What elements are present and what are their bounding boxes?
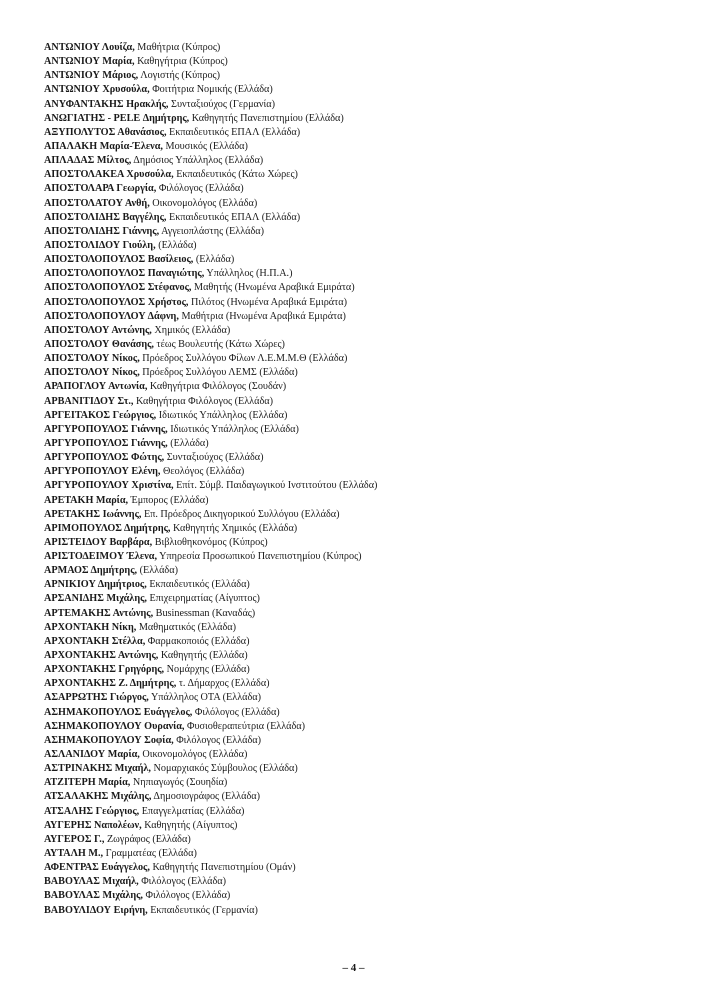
person-description: Έμπορος (Ελλάδα) bbox=[130, 494, 209, 506]
person-description: Πρόεδρος Συλλόγου ΛΕΜΣ (Ελλάδα) bbox=[142, 367, 298, 379]
list-item bbox=[44, 281, 684, 295]
person-name: ΑΠΟΣΤΟΛΟΥ Νίκος, bbox=[44, 353, 140, 365]
person-description: Νομάρχης (Ελλάδα) bbox=[166, 664, 250, 676]
person-description: Οικονομολόγος (Ελλάδα) bbox=[142, 749, 248, 761]
list-item bbox=[44, 55, 684, 69]
person-description: Μουσικός (Ελλάδα) bbox=[165, 140, 248, 152]
person-name: ΑΡΕΤΑΚΗ Μαρία, bbox=[44, 494, 129, 506]
person-name: ΒΑΒΟΥΛΑΣ Μιχάλης, bbox=[44, 890, 143, 902]
list-item bbox=[44, 805, 684, 819]
person-description: Μαθηματικός (Ελλάδα) bbox=[138, 621, 237, 633]
person-description: Businessman (Καναδάς) bbox=[155, 607, 256, 619]
person-name: ΒΑΒΟΥΛΑΣ Μιχαήλ, bbox=[44, 876, 139, 888]
person-description: Ιδιωτικός Υπάλληλος (Ελλάδα) bbox=[158, 409, 288, 421]
person-name: ΑΡΧΟΝΤΑΚΗΣ Γρηγόρης, bbox=[44, 664, 165, 676]
list-item bbox=[44, 168, 684, 182]
person-description: Δημόσιος Υπάλληλος (Ελλάδα) bbox=[133, 155, 264, 167]
person-description: Πρόεδρος Συλλόγου Φίλων Λ.Ε.Μ.Μ.Θ (Ελλάδα) bbox=[142, 353, 348, 365]
person-description: Συνταξιούχος (Γερμανία) bbox=[171, 98, 275, 110]
list-item bbox=[44, 69, 684, 83]
person-description: Εκπαιδευτικός (Ελλάδα) bbox=[149, 579, 250, 591]
person-description: Φαρμακοποιός (Ελλάδα) bbox=[147, 635, 250, 647]
person-description: Οικονομολόγος (Ελλάδα) bbox=[152, 197, 258, 209]
person-name: ΑΡΓΥΡΟΠΟΥΛΟΥ Ελένη, bbox=[44, 466, 161, 478]
list-item bbox=[44, 720, 684, 734]
person-description: τέως Βουλευτής (Κάτω Χώρες) bbox=[156, 338, 285, 350]
list-item bbox=[44, 239, 684, 253]
list-item bbox=[44, 649, 684, 663]
person-description: Πιλότος (Ηνωμένα Αραβικά Εμιράτα) bbox=[191, 296, 347, 308]
person-name: ΑΝΥΦΑΝΤΑΚΗΣ Ηρακλής, bbox=[44, 98, 169, 110]
person-description: Φιλόλογος (Ελλάδα) bbox=[145, 890, 231, 902]
person-name: ΑΡΙΣΤΕΙΔΟΥ Βαρβάρα, bbox=[44, 536, 153, 548]
person-description: Νηπιαγωγός (Σουηδία) bbox=[132, 777, 228, 789]
person-description: Φιλόλογος (Ελλάδα) bbox=[141, 876, 227, 888]
person-name: ΑΠΛΑΔΑΣ Μίλτος, bbox=[44, 155, 132, 167]
list-item bbox=[44, 833, 684, 847]
person-name: ΑΣΗΜΑΚΟΠΟΥΛΟΥ Ουρανία, bbox=[44, 720, 185, 732]
person-name: ΑΣΗΜΑΚΟΠΟΥΛΟΣ Ευάγγελος, bbox=[44, 706, 193, 718]
list-item bbox=[44, 550, 684, 564]
person-description: Δημοσιογράφος (Ελλάδα) bbox=[153, 791, 260, 803]
list-item bbox=[44, 536, 684, 550]
person-description: Καθηγητής Πανεπιστημίου (Ομάν) bbox=[152, 862, 296, 874]
person-name: ΑΤΣΑΛΑΚΗΣ Μιχάλης, bbox=[44, 791, 152, 803]
person-name: ΑΥΤΑΛΗ Μ., bbox=[44, 848, 104, 860]
person-name: ΑΠΑΛΑΚΗ Μαρία-Έλενα, bbox=[44, 140, 163, 152]
list-item bbox=[44, 592, 684, 606]
list-item bbox=[44, 621, 684, 635]
list-item bbox=[44, 734, 684, 748]
person-description: Μαθήτρια (Ηνωμένα Αραβικά Εμιράτα) bbox=[181, 310, 346, 322]
list-item bbox=[44, 861, 684, 875]
person-description: Εκπαιδευτικός ΕΠΑΛ (Ελλάδα) bbox=[169, 211, 301, 223]
list-item bbox=[44, 182, 684, 196]
person-description: Καθηγητής (Αίγυπτος) bbox=[144, 819, 238, 831]
person-description: (Ελλάδα) bbox=[158, 239, 197, 251]
person-name: ΑΠΟΣΤΟΛΙΔΟΥ Γιούλη, bbox=[44, 239, 156, 251]
list-item bbox=[44, 296, 684, 310]
list-item bbox=[44, 790, 684, 804]
person-name: ΑΠΟΣΤΟΛΟΠΟΥΛΟΣ Στέφανος, bbox=[44, 282, 192, 294]
person-description: Θεολόγος (Ελλάδα) bbox=[163, 466, 245, 478]
list-item bbox=[44, 677, 684, 691]
person-name: ΑΠΟΣΤΟΛΑΚΕΑ Χρυσούλα, bbox=[44, 169, 174, 181]
person-description: Φιλόλογος (Ελλάδα) bbox=[158, 183, 244, 195]
list-item bbox=[44, 904, 684, 918]
person-name: ΑΡΕΤΑΚΗΣ Ιωάννης, bbox=[44, 508, 142, 520]
person-description: Γραμματέας (Ελλάδα) bbox=[105, 848, 197, 860]
list-item bbox=[44, 635, 684, 649]
person-name: ΑΡΧΟΝΤΑΚΗ Στέλλα, bbox=[44, 635, 146, 647]
list-item bbox=[44, 324, 684, 338]
list-item bbox=[44, 352, 684, 366]
person-name: ΑΠΟΣΤΟΛΙΔΗΣ Βαγγέλης, bbox=[44, 211, 167, 223]
list-item bbox=[44, 409, 684, 423]
list-item bbox=[44, 253, 684, 267]
person-description: Βιβλιοθηκονόμος (Κύπρος) bbox=[154, 536, 268, 548]
person-name: ΑΠΟΣΤΟΛΙΔΗΣ Γιάννης, bbox=[44, 225, 160, 237]
person-description: Αγγειοπλάστης (Ελλάδα) bbox=[161, 225, 265, 237]
person-name: ΑΡΧΟΝΤΑΚΗΣ Ζ. Δημήτρης, bbox=[44, 678, 177, 690]
list-item bbox=[44, 380, 684, 394]
person-name: ΑΝΤΩΝΙΟΥ Χρυσούλα, bbox=[44, 84, 150, 96]
list-item bbox=[44, 494, 684, 508]
person-description: (Ελλάδα) bbox=[195, 254, 235, 266]
person-description: Συνταξιούχος (Ελλάδα) bbox=[166, 452, 264, 464]
person-name: ΑΠΟΣΤΟΛΟΥ Θανάσης, bbox=[44, 338, 154, 350]
list-item bbox=[44, 310, 684, 324]
person-name: ΑΤΖΙΤΕΡΗ Μαρία, bbox=[44, 777, 131, 789]
list-item bbox=[44, 112, 684, 126]
person-name: ΑΤΣΑΛΗΣ Γεώργιος, bbox=[44, 805, 140, 817]
person-name: ΑΡΧΟΝΤΑΚΗ Νίκη, bbox=[44, 621, 137, 633]
person-name: ΑΡΓΥΡΟΠΟΥΛΟΥ Χριστίνα, bbox=[44, 480, 174, 492]
list-item bbox=[44, 98, 684, 112]
list-item bbox=[44, 776, 684, 790]
list-item bbox=[44, 748, 684, 762]
person-name: ΑΝΤΩΝΙΟΥ Μάριος, bbox=[44, 70, 139, 82]
person-description: τ. Δήμαρχος (Ελλάδα) bbox=[178, 678, 270, 690]
list-item bbox=[44, 338, 684, 352]
person-name: ΑΝΩΓΙΑΤΗΣ - PELE Δημήτρης, bbox=[44, 112, 190, 124]
list-item bbox=[44, 225, 684, 239]
person-name: ΑΠΟΣΤΟΛΑΤΟΥ Ανθή, bbox=[44, 197, 150, 209]
person-description: Υπάλληλος (Η.Π.Α.) bbox=[206, 268, 293, 280]
person-description: Εκπαιδευτικός (Γερμανία) bbox=[150, 904, 258, 916]
list-item bbox=[44, 762, 684, 776]
list-item bbox=[44, 267, 684, 281]
page-number: – 4 – bbox=[342, 962, 365, 974]
list-item bbox=[44, 819, 684, 833]
list-item bbox=[44, 607, 684, 621]
person-description: Καθηγήτρια Φιλόλογος (Σουδάν) bbox=[149, 381, 287, 393]
list-item bbox=[44, 889, 684, 903]
person-description: (Ελλάδα) bbox=[170, 437, 209, 449]
person-description: Φιλόλογος (Ελλάδα) bbox=[194, 706, 280, 718]
person-name: ΒΑΒΟΥΛΙΔΟΥ Ειρήνη, bbox=[44, 904, 148, 916]
person-description: Φυσιοθεραπεύτρια (Ελλάδα) bbox=[187, 720, 306, 732]
person-description: (Ελλάδα) bbox=[139, 565, 178, 577]
person-name: ΑΡΜΑΟΣ Δημήτρης, bbox=[44, 565, 138, 577]
person-description: Ιδιωτικός Υπάλληλος (Ελλάδα) bbox=[170, 423, 299, 435]
person-name: ΑΣΗΜΑΚΟΠΟΥΛΟΥ Σοφία, bbox=[44, 734, 174, 746]
person-name: ΑΡΓΕΙΤΑΚΟΣ Γεώργιος, bbox=[44, 409, 157, 421]
person-name: ΑΠΟΣΤΟΛΑΡΑ Γεωργία, bbox=[44, 183, 157, 195]
list-item bbox=[44, 197, 684, 211]
person-name: ΑΥΓΕΡΗΣ Ναπολέων, bbox=[44, 819, 142, 831]
person-description: Επιχειρηματίας (Αίγυπτος) bbox=[149, 593, 260, 605]
list-item bbox=[44, 83, 684, 97]
person-name: ΑΡΙΣΤΟΔΕΙΜΟΥ Έλενα, bbox=[44, 551, 157, 563]
person-description: Καθηγητής Πανεπιστημίου (Ελλάδα) bbox=[191, 112, 344, 124]
person-name: ΑΦΕΝΤΡΑΣ Ευάγγελος, bbox=[44, 862, 150, 874]
person-description: Εκπαιδευτικός ΕΠΑΛ (Ελλάδα) bbox=[169, 126, 301, 138]
list-item bbox=[44, 211, 684, 225]
person-name: ΑΡΧΟΝΤΑΚΗΣ Αντώνης, bbox=[44, 650, 159, 662]
list-item bbox=[44, 578, 684, 592]
person-description: Επίτ. Σύμβ. Παιδαγωγικού Ινστιτούτου (Ελλάδα) bbox=[176, 480, 378, 492]
person-name: ΑΠΟΣΤΟΛΟΠΟΥΛΟΣ Παναγιώτης, bbox=[44, 268, 205, 280]
list-item bbox=[44, 847, 684, 861]
list-item bbox=[44, 479, 684, 493]
list-item bbox=[44, 508, 684, 522]
list-item bbox=[44, 366, 684, 380]
person-name: ΑΡΤΕΜΑΚΗΣ Αντώνης, bbox=[44, 607, 154, 619]
person-description: Επαγγελματίας (Ελλάδα) bbox=[141, 805, 245, 817]
list-item bbox=[44, 451, 684, 465]
person-description: Εκπαιδευτικός (Κάτω Χώρες) bbox=[176, 169, 298, 181]
person-name: ΑΣΑΡΡΩΤΗΣ Γιώργος, bbox=[44, 692, 149, 704]
person-description: Μαθητής (Ηνωμένα Αραβικά Εμιράτα) bbox=[194, 282, 355, 294]
person-name: ΑΡΑΠΟΓΛΟΥ Αντωνία, bbox=[44, 381, 148, 393]
person-name: ΑΡΙΜΟΠΟΥΛΟΣ Δημήτρης, bbox=[44, 522, 171, 534]
list-item bbox=[44, 126, 684, 140]
person-description: Μαθήτρια (Κύπρος) bbox=[137, 42, 221, 53]
person-name: ΑΡΒΑΝΙΤΙΔΟΥ Στ., bbox=[44, 395, 134, 407]
list-item bbox=[44, 437, 684, 451]
person-description: Νομαρχιακός Σύμβουλος (Ελλάδα) bbox=[153, 763, 298, 775]
list-item bbox=[44, 691, 684, 705]
list-item bbox=[44, 395, 684, 409]
person-name: ΑΡΝΙΚΙΟΥ Δημήτριος, bbox=[44, 579, 147, 591]
person-name: ΑΡΓΥΡΟΠΟΥΛΟΣ Γιάννης, bbox=[44, 437, 168, 449]
list-item bbox=[44, 522, 684, 536]
list-item bbox=[44, 564, 684, 578]
list-item bbox=[44, 423, 684, 437]
person-name: ΑΝΤΩΝΙΟΥ Λουίζα, bbox=[44, 42, 135, 53]
list-item bbox=[44, 663, 684, 677]
name-list bbox=[44, 41, 684, 918]
list-item bbox=[44, 875, 684, 889]
person-description: Καθηγήτρια (Κύπρος) bbox=[137, 56, 228, 68]
person-name: ΑΡΣΑΝΙΔΗΣ Μιχάλης, bbox=[44, 593, 147, 605]
list-item bbox=[44, 154, 684, 168]
person-description: Ζωγράφος (Ελλάδα) bbox=[106, 833, 191, 845]
list-item bbox=[44, 706, 684, 720]
person-name: ΑΡΓΥΡΟΠΟΥΛΟΣ Γιάννης, bbox=[44, 423, 168, 435]
person-name: ΑΠΟΣΤΟΛΟΠΟΥΛΟΣ Βασίλειος, bbox=[44, 254, 194, 266]
person-name: ΑΥΓΕΡΟΣ Γ., bbox=[44, 833, 105, 845]
person-name: ΑΣΤΡΙΝΑΚΗΣ Μιχαήλ, bbox=[44, 763, 151, 775]
person-description: Καθηγητής (Ελλάδα) bbox=[160, 650, 248, 662]
person-description: Επ. Πρόεδρος Δικηγορικού Συλλόγου (Ελλάδα) bbox=[143, 508, 340, 520]
person-description: Φοιτήτρια Νομικής (Ελλάδα) bbox=[152, 84, 273, 96]
person-name: ΑΞΥΠΟΛΥΤΟΣ Αθανάσιος, bbox=[44, 126, 167, 138]
person-description: Υπηρεσία Προσωπικού Πανεπιστημίου (Κύπρος) bbox=[159, 551, 362, 563]
list-item bbox=[44, 465, 684, 479]
person-description: Καθηγήτρια Φιλόλογος (Ελλάδα) bbox=[136, 395, 273, 407]
person-description: Χημικός (Ελλάδα) bbox=[154, 324, 231, 336]
person-name: ΑΠΟΣΤΟΛΟΥ Αντώνης, bbox=[44, 324, 152, 336]
person-description: Καθηγητής Χημικός (Ελλάδα) bbox=[173, 522, 298, 534]
person-description: Λογιστής (Κύπρος) bbox=[140, 70, 220, 82]
list-item bbox=[44, 41, 684, 55]
person-description: Υπάλληλος ΟΤΑ (Ελλάδα) bbox=[150, 692, 262, 704]
person-name: ΑΠΟΣΤΟΛΟΠΟΥΛΟΥ Δάφνη, bbox=[44, 310, 179, 322]
person-name: ΑΠΟΣΤΟΛΟΥ Νίκος, bbox=[44, 367, 140, 379]
person-name: ΑΡΓΥΡΟΠΟΥΛΟΣ Φώτης, bbox=[44, 452, 165, 464]
list-item bbox=[44, 140, 684, 154]
person-name: ΑΣΛΑΝΙΔΟΥ Μαρία, bbox=[44, 749, 140, 761]
person-description: Φιλόλογος (Ελλάδα) bbox=[176, 734, 262, 746]
person-name: ΑΝΤΩΝΙΟΥ Μαρία, bbox=[44, 56, 135, 68]
person-name: ΑΠΟΣΤΟΛΟΠΟΥΛΟΣ Χρήστος, bbox=[44, 296, 189, 308]
